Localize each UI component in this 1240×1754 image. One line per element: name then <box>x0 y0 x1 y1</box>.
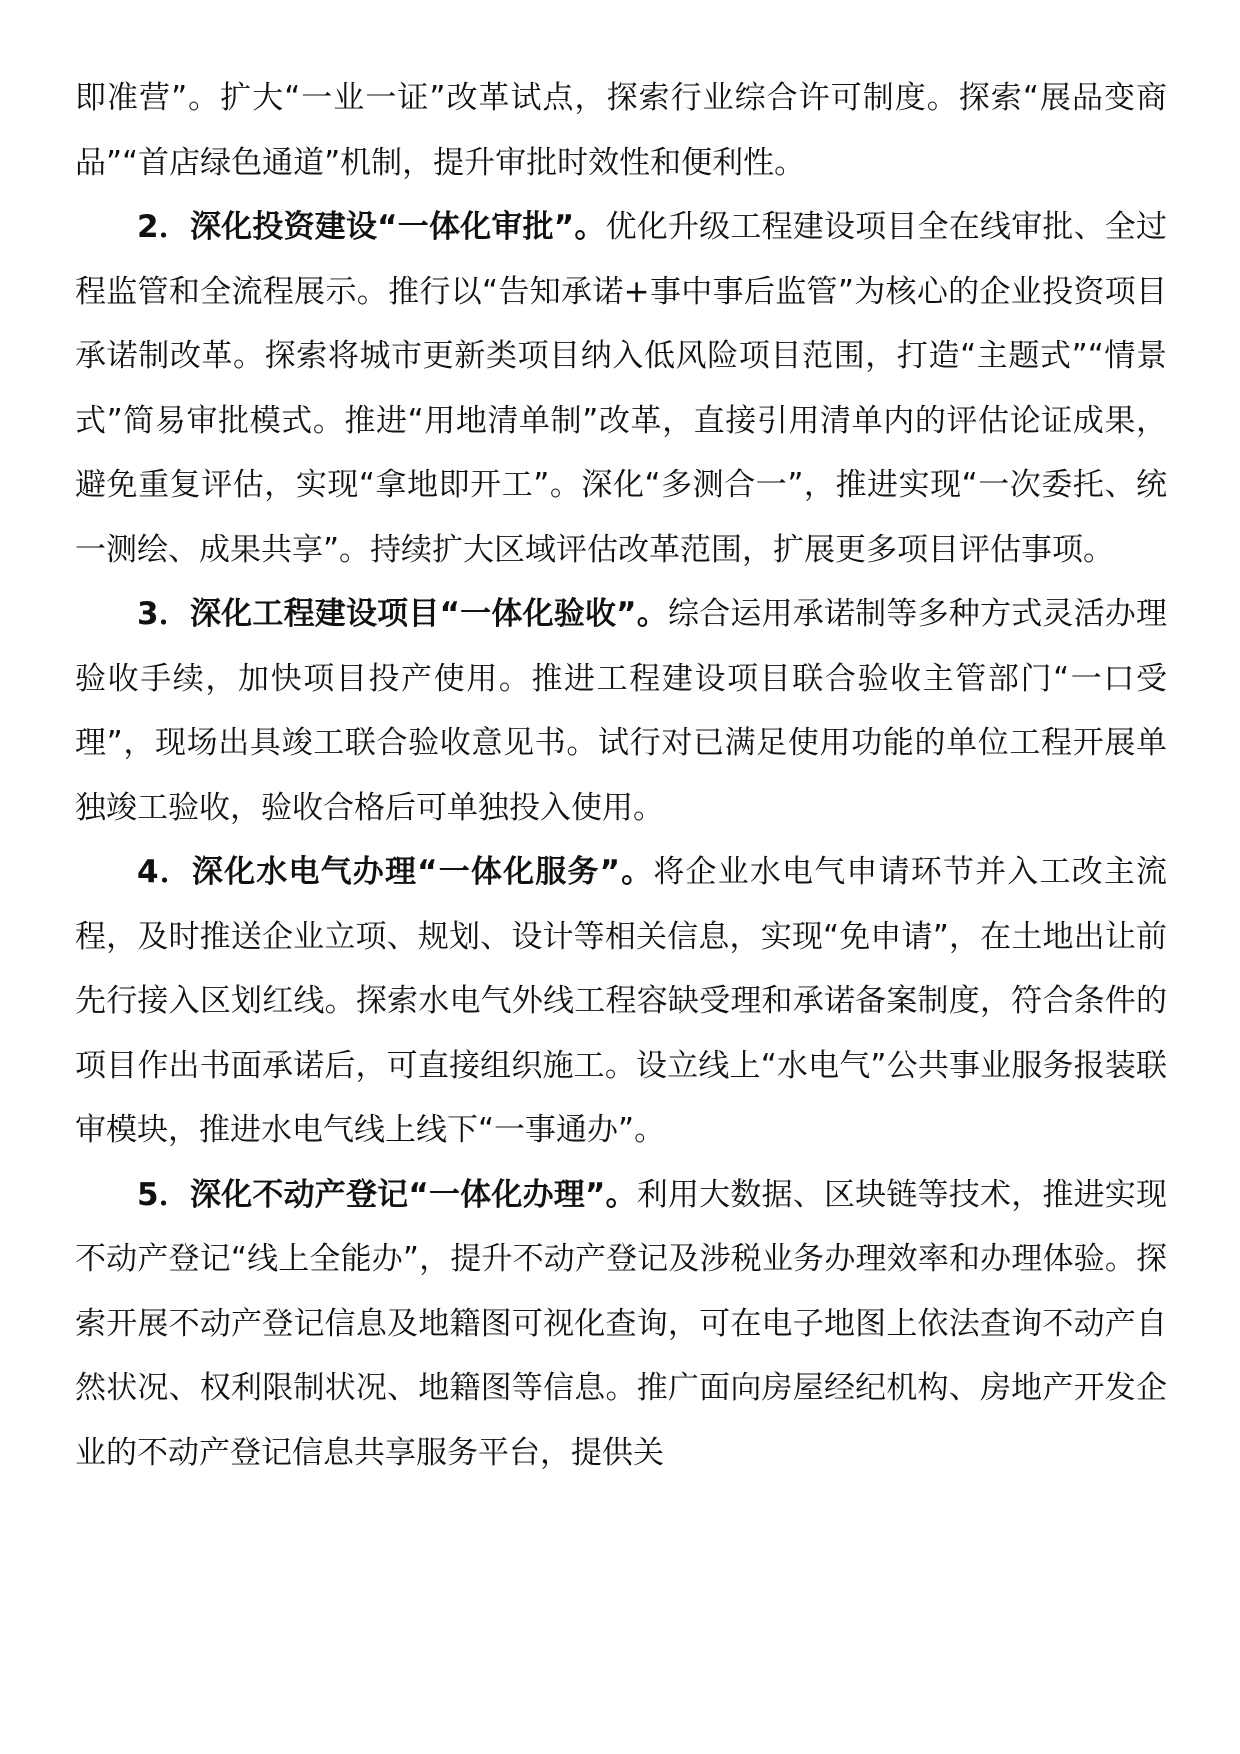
section-4-body: 将企业水电气申请环节并入工改主流程，及时推送企业立项、规划、设计等相关信息，实现“免申请”，在土地出让前先行接入区划红线。探索水电气外线工程容缺受理和承诺备案制度，符合条件的项目作出书面承诺后，可直接组织施工。设立线上“水电气”公共事业服务报装联审模块，推进水电气线上线下“一事通办”。 <box>75 854 1168 1148</box>
section-5-body: 利用大数据、区块链等技术，推进实现不动产登记“线上全能办”，提升不动产登记及涉税业务办理效率和办理体验。探索开展不动产登记信息及地籍图可视化查询，可在电子地图上依法查询不动产自然状况、权利限制状况、地籍图等信息。推广面向房屋经纪机构、房地产开发企业的不动产登记信息共享服务平台，提供关 <box>75 1176 1167 1471</box>
section-4-paragraph <box>75 840 1167 1163</box>
section-5-heading: 5．深化不动产登记“一体化办理”。 <box>137 1176 637 1213</box>
section-3-body: 综合运用承诺制等多种方式灵活办理验收手续，加快项目投产使用。推进工程建设项目联合验收主管部门“一口受理”，现场出具竣工联合验收意见书。试行对已满足使用功能的单位工程开展单独竣工验收，验收合格后可单独投入使用。 <box>75 596 1167 826</box>
continuation-paragraph: 即准营”。扩大“一业一证”改革试点，探索行业综合许可制度。探索“展品变商品”“首店绿色通道”机制，提升审批时效性和便利性。 <box>75 80 1167 181</box>
document-page <box>75 66 1167 1485</box>
section-3-heading: 3．深化工程建设项目“一体化验收”。 <box>137 596 668 632</box>
section-2-body: 优化升级工程建设项目全在线审批、全过程监管和全流程展示。推行以“告知承诺+事中事后监管”为核心的企业投资项目承诺制改革。探索将城市更新类项目纳入低风险项目范围，打造“主题式”“情景式”简易审批模式。推进“用地清单制”改革，直接引用清单内的评估论证成果，避免重复评估，实现“拿地即开工”。深化“多测合一”，推进实现“一次委托、统一测绘、成果共享”。持续扩大区域评估改革范围，扩展更多项目评估事项。 <box>75 209 1167 568</box>
section-4-heading: 4．深化水电气办理“一体化服务”。 <box>137 854 654 890</box>
section-3-paragraph <box>75 582 1167 840</box>
section-5-paragraph <box>75 1163 1167 1486</box>
section-2-paragraph <box>75 195 1167 582</box>
section-2-heading: 2．深化投资建设“一体化审批”。 <box>137 209 606 245</box>
